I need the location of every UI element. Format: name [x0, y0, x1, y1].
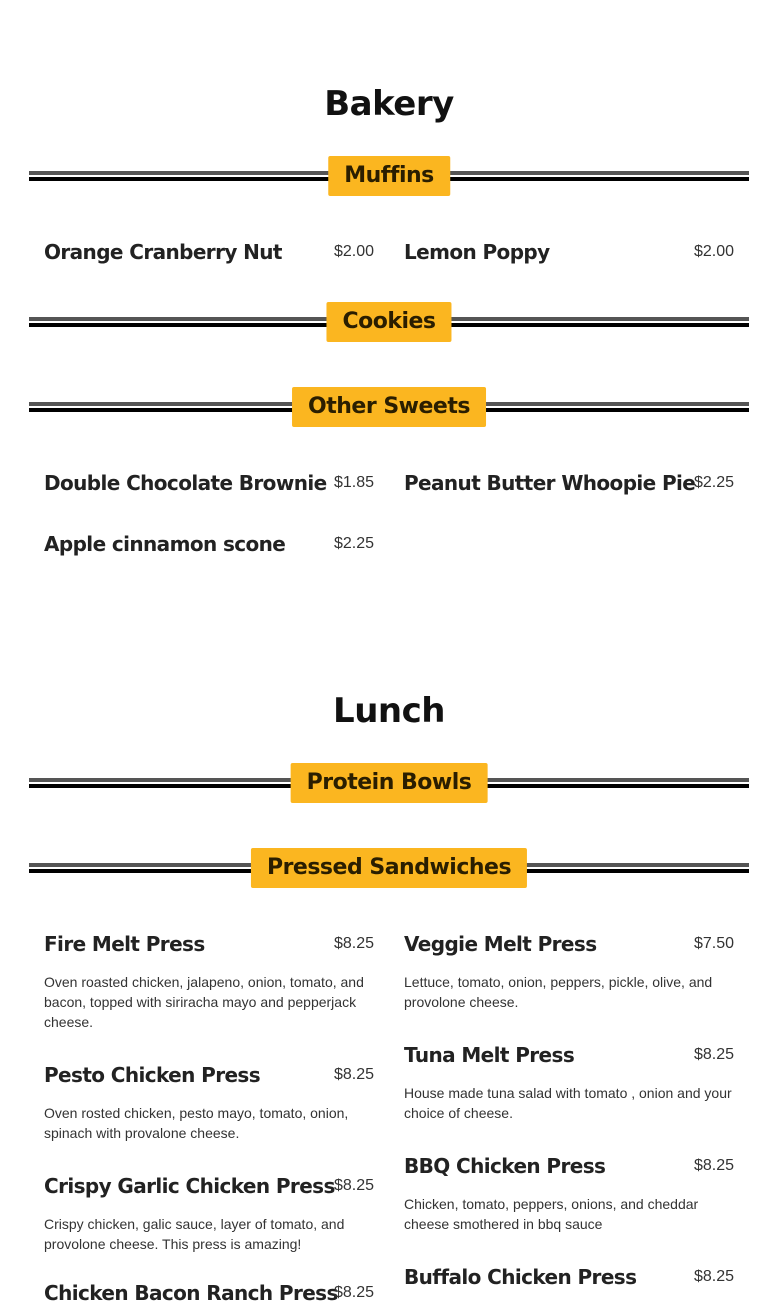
category-cookies [29, 302, 749, 342]
item-name: Peanut Butter Whoopie Pie [404, 471, 696, 495]
category-label: Cookies [326, 302, 451, 342]
category-label: Protein Bowls [291, 763, 488, 803]
menu-item [404, 240, 734, 270]
item-name: Buffalo Chicken Press [404, 1265, 637, 1289]
category-muffins [29, 156, 749, 196]
item-price: $8.25 [333, 1066, 374, 1083]
menu-item [404, 932, 734, 1012]
item-price: $8.25 [693, 1268, 734, 1285]
item-name: Orange Cranberry Nut [44, 240, 282, 264]
menu-item [44, 1063, 374, 1143]
item-price: $8.25 [693, 1157, 734, 1174]
item-name: Crispy Garlic Chicken Press [44, 1174, 335, 1198]
item-description: Lettuce, tomato, onion, peppers, pickle, olive, and provolone cheese. [404, 974, 713, 1010]
item-price: $2.25 [333, 535, 374, 552]
item-name: Double Chocolate Brownie [44, 471, 327, 495]
item-name: Fire Melt Press [44, 932, 205, 956]
category-pressed-sandwiches [29, 848, 749, 888]
menu-item [404, 1154, 734, 1234]
item-description: Crispy chicken, galic sauce, layer of tomato, and provolone cheese. This press is amazing! [44, 1216, 345, 1252]
category-label: Muffins [328, 156, 450, 196]
item-name: BBQ Chicken Press [404, 1154, 606, 1178]
item-price: $8.25 [333, 935, 374, 952]
category-protein-bowls [29, 763, 749, 803]
item-description: Oven roasted chicken, jalapeno, onion, tomato, and bacon, topped with siriracha mayo and pepperjack cheese. [44, 974, 364, 1030]
menu-item [44, 932, 374, 1032]
lunch-heading: Lunch [333, 691, 445, 731]
category-other-sweets [29, 387, 749, 427]
item-name: Tuna Melt Press [404, 1043, 575, 1067]
item-name: Pesto Chicken Press [44, 1063, 261, 1087]
item-description: Chicken, tomato, peppers, onions, and cheddar cheese smothered in bbq sauce [404, 1196, 699, 1232]
item-name: Chicken Bacon Ranch Press [44, 1281, 338, 1305]
item-price: $2.00 [333, 243, 374, 260]
category-label: Pressed Sandwiches [251, 848, 527, 888]
item-description: House made tuna salad with tomato , onion and your choice of cheese. [404, 1085, 732, 1121]
item-name: Apple cinnamon scone [44, 532, 286, 556]
item-description: Oven rosted chicken, pesto mayo, tomato, onion, spinach with provalone cheese. [44, 1105, 349, 1141]
menu-item [44, 471, 374, 501]
item-price: $1.85 [333, 474, 374, 491]
menu-item [44, 1174, 374, 1254]
menu-item [404, 1265, 734, 1295]
item-price: $2.25 [693, 474, 734, 491]
item-price: $2.00 [693, 243, 734, 260]
item-price: $7.50 [693, 935, 734, 952]
menu-item [44, 1281, 374, 1311]
category-label: Other Sweets [292, 387, 486, 427]
menu-item [44, 240, 374, 270]
menu-item [44, 532, 374, 562]
item-name: Veggie Melt Press [404, 932, 597, 956]
menu-item [404, 1043, 734, 1123]
item-name: Lemon Poppy [404, 240, 550, 264]
menu-item [404, 471, 734, 501]
item-price: $8.25 [333, 1284, 374, 1301]
item-price: $8.25 [333, 1177, 374, 1194]
item-price: $8.25 [693, 1046, 734, 1063]
bakery-heading: Bakery [324, 84, 454, 124]
